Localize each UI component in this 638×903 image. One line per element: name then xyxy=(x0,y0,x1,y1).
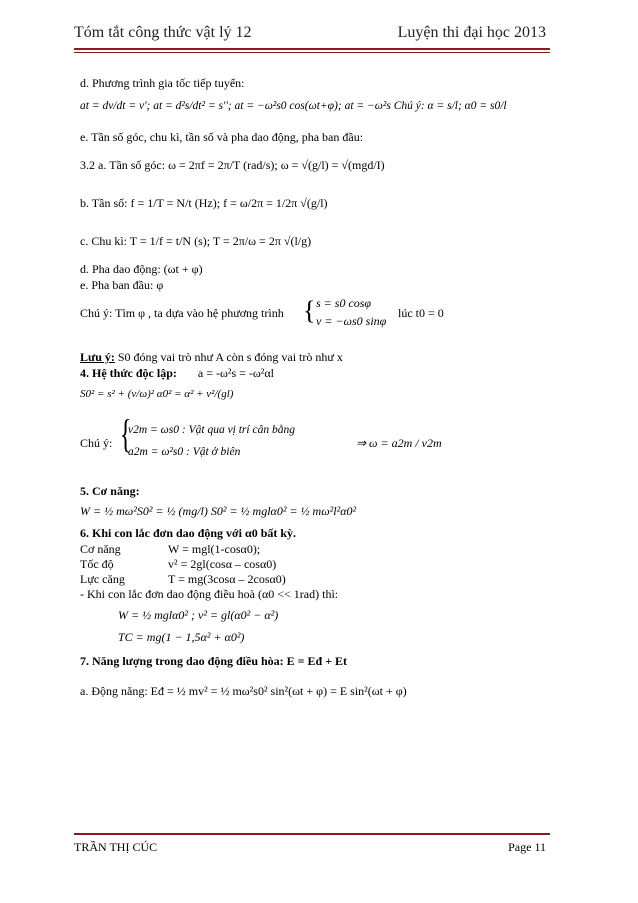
row-tension xyxy=(80,572,286,587)
equation-period: c. Chu kì: T = 1/f = t/N (s); T = 2π/ω = 2π √(l/g) xyxy=(80,234,312,248)
kinetic-energy-eq: a. Động năng: Eđ = ½ mv² = ½ mω²s0² sin²(ωt + φ) = E sin²(ωt + φ) xyxy=(80,684,407,698)
remark-label: Lưu ý: xyxy=(80,350,115,364)
equation-tangential-acceleration: at = dv/dt = v'; at = d²s/dt² = s''; at = −ω²s0 cos(ωt+φ); at = −ω²s Chú ý: α = s/l; α0 = s0/l xyxy=(80,100,507,112)
note2-line-1: v2m = ωs0 : Vật qua vị trí cân bằng xyxy=(128,424,295,436)
note2-line-2: a2m = ω²s0 : Vật ở biên xyxy=(128,446,241,458)
header-rule xyxy=(74,48,550,50)
system-condition: lúc t0 = 0 xyxy=(398,306,444,320)
remark-line xyxy=(80,350,343,365)
equation-frequency: b. Tần số: f = 1/T = N/t (Hz); f = ω/2π = 1/2π √(g/l) xyxy=(80,196,328,210)
note-find-phase: Chú ý: Tìm φ , ta dựa vào hệ phương trình xyxy=(80,306,284,320)
section-5-title: 5. Cơ năng: xyxy=(80,484,140,498)
header-subtitle: Luyện thi đại học 2013 xyxy=(397,24,546,41)
header-title: Tóm tắt công thức vật lý 12 xyxy=(74,24,252,41)
row-tension-value: T = mg(3cosα – 2cosα0) xyxy=(168,572,286,586)
page-header xyxy=(74,24,546,42)
page-footer xyxy=(74,840,546,855)
initial-phase-line: e. Pha ban đầu: φ xyxy=(80,278,164,292)
header-rule-thin xyxy=(74,52,550,53)
footer-author: TRẦN THỊ CÚC xyxy=(74,840,158,854)
row-energy-label: Cơ năng xyxy=(80,542,121,556)
equation-angular-frequency-text: 3.2 a. Tần số góc: ω = 2πf = 2π/T (rad/s); ω = √(g/l) = √(mgd/I) xyxy=(80,158,385,172)
mechanical-energy-eq: W = ½ mω²S0² = ½ (mg/l) S0² = ½ mglα0² = ½ mω²l²α0² xyxy=(80,504,357,518)
section-4-line xyxy=(80,366,274,381)
row-speed xyxy=(80,557,276,572)
row-energy-value: W = mgl(1-cosα0); xyxy=(168,542,261,556)
row-speed-label: Tốc độ xyxy=(80,557,114,571)
section-6-title: 6. Khi con lắc đơn dao động với α0 bất kỳ. xyxy=(80,526,297,540)
independent-relations: S0² = s² + (v/ω)² α0² = α² + v²/(gl) xyxy=(80,388,234,400)
remark-text: S0 đóng vai trò như A còn s đóng vai trò như x xyxy=(117,350,343,364)
page-number: 11 xyxy=(534,840,546,854)
phase-line: d. Pha dao động: (ωt + φ) xyxy=(80,262,203,276)
section-7-title: 7. Năng lượng trong dao động điều hòa: E = Eđ + Et xyxy=(80,654,348,668)
note2-label: Chú ý: xyxy=(80,436,113,450)
small-angle-note: - Khi con lắc đơn dao động điều hoà (α0 << 1rad) thì: xyxy=(80,587,339,601)
row-speed-value: v² = 2gl(cosα – cosα0) xyxy=(168,557,277,571)
section-e-title: e. Tần số góc, chu kì, tần số và pha dao động, pha ban đầu: xyxy=(80,130,364,144)
footer-page xyxy=(508,840,546,855)
footer-rule xyxy=(74,833,550,835)
page-label: Page xyxy=(508,840,532,854)
note2-result: ⇒ ω = a2m / v2m xyxy=(356,436,442,450)
section-d-title: d. Phương trình gia tốc tiếp tuyến: xyxy=(80,76,245,90)
small-angle-eq-2: TC = mg(1 − 1,5α² + α0²) xyxy=(118,630,245,644)
brace-icon: { xyxy=(303,296,316,325)
row-tension-label: Lực căng xyxy=(80,572,125,586)
system-eq-1: s = s0 cosφ xyxy=(316,296,372,310)
brace-icon-2: { xyxy=(119,411,132,456)
equation-angular-frequency xyxy=(80,158,385,173)
section-4-equation: a = -ω²s = -ω²αl xyxy=(197,366,275,380)
section-4-title: 4. Hệ thức độc lập: xyxy=(80,366,177,380)
small-angle-eq-1: W = ½ mglα0² ; v² = gl(α0² − α²) xyxy=(118,608,279,622)
system-eq-2: v = −ωs0 sinφ xyxy=(316,314,387,328)
row-energy xyxy=(80,542,260,557)
